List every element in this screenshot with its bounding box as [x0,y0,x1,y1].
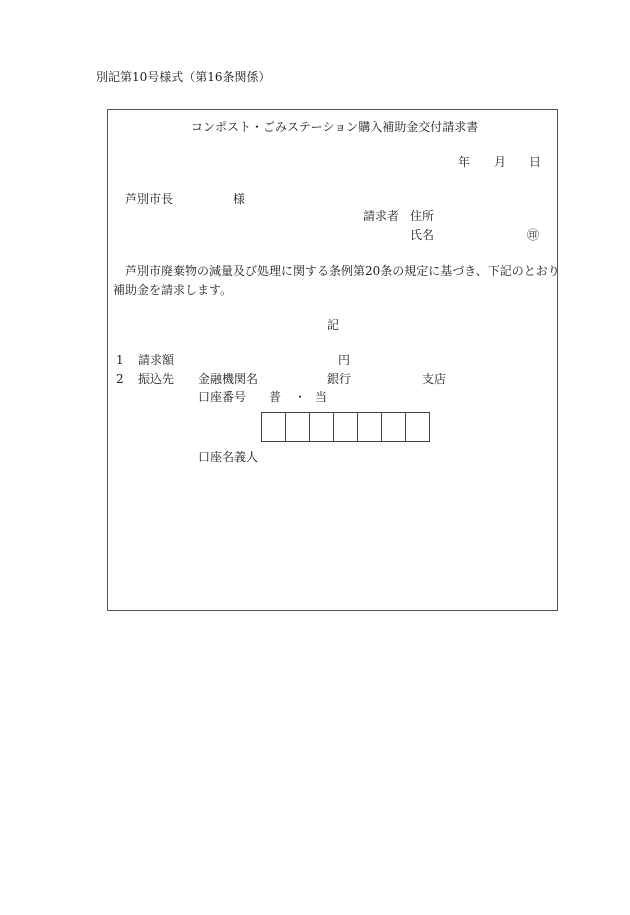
body-text-line1: 芦別市廃棄物の減量及び処理に関する条例第20条の規定に基づき、下記のとおり [125,264,560,278]
account-type-separator: ・ [294,390,307,404]
branch-label: 支店 [422,372,447,386]
account-number-boxes [261,412,430,442]
account-digit-box[interactable] [333,412,358,442]
addressee-honorific: 様 [233,192,246,206]
account-holder-label: 口座名義人 [198,450,259,464]
seal-mark: ㊞ [527,228,540,242]
item2-label: 振込先 [138,372,175,386]
address-label: 住所 [410,209,435,223]
account-digit-box[interactable] [357,412,382,442]
account-digit-box[interactable] [285,412,310,442]
item1-unit: 円 [338,353,351,367]
bank-label: 銀行 [327,372,352,386]
form-title: コンポスト・ごみステーション購入補助金交付請求書 [191,120,479,134]
name-label: 氏名 [410,228,435,242]
body-text-line2: 補助金を請求します。 [113,283,233,297]
ki-heading: 記 [327,318,340,332]
account-digit-box[interactable] [405,412,430,442]
account-type-ordinary: 普 [269,390,282,404]
date-month: 月 [494,155,507,169]
date-day: 日 [529,155,542,169]
requester-label: 請求者 [363,209,400,223]
item2-number: 2 [116,372,124,386]
item1-number: 1 [116,353,124,367]
account-type-current: 当 [315,390,328,404]
form-frame [107,109,558,611]
account-digit-box[interactable] [309,412,334,442]
item1-label: 請求額 [138,353,175,367]
bank-name-label: 金融機関名 [198,372,259,386]
account-number-label: 口座番号 [198,390,247,404]
form-label: 別記第10号様式（第16条関係） [96,70,271,84]
date-year: 年 [458,155,471,169]
account-digit-box[interactable] [261,412,286,442]
account-digit-box[interactable] [381,412,406,442]
addressee-name: 芦別市長 [125,192,174,206]
